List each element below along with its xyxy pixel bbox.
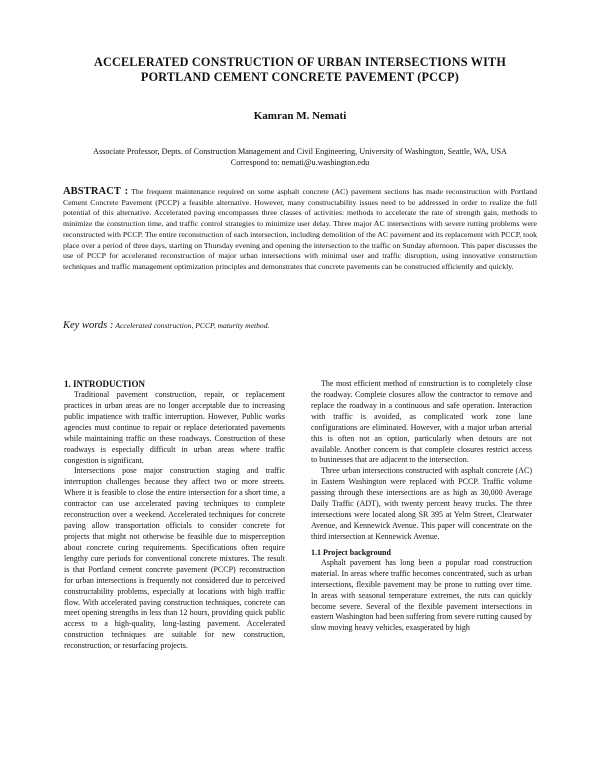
right-column (311, 379, 532, 634)
intro-paragraph-2: Intersections pose major construction staging and traffic interruption challenges because they affect two or more streets. Where it is feasible to close the entire intersection for a short time, a contractor can use accelerated paving techniques to complete reconstruction over a weekend. Accelerated techniques for concrete paving allow transportation officials to consider concrete for projects that might not otherwise be feasible due to misperception about concrete curing requirements. Specifications often require lengthy cure periods for conventional concrete mixtures. The result is that Portland cement concrete pavement (PCCP) reconstruction for urban intersections is frequently not considered due to perceived constructability problems, especially at locations with high traffic flow. With accelerated paving construction techniques, concrete can meet opening strengths in less than 12 hours, providing quick public access to a high-quality, long-lasting pavement. Accelerated construction techniques are suitable for new construction, reconstruction, or resurfacing projects. (64, 466, 285, 651)
abstract-heading: ABSTRACT : (63, 186, 129, 197)
left-column (64, 379, 285, 652)
paper-title-line-1: ACCELERATED CONSTRUCTION OF URBAN INTERSECTIONS WITH (93, 55, 507, 69)
right-paragraph-1: The most efficient method of construction is to completely close the roadway. Complete closures allow the contractor to remove and replace the roadway in a continuous and safe operation. Interaction with traffic is avoided, as complicated work zone lane configurations are eliminated. However, with a major urban arterial this is often not an option, particularly when detours are not available. Another concern is that complete closures restrict access to businesses that are adjacent to the intersection. (311, 379, 532, 465)
author-contact: Correspond to: nemati@u.washington.edu (230, 158, 370, 167)
keywords-heading: Key words : (63, 320, 114, 331)
keywords-text: Accelerated construction, PCCP, maturity method. (115, 321, 270, 330)
paper-title-line-2: PORTLAND CEMENT CONCRETE PAVEMENT (PCCP) (140, 70, 460, 84)
keywords (63, 320, 537, 331)
project-background-paragraph: Asphalt pavement has long been a popular road construction material. In areas where traffic becomes concentrated, such as urban intersections, flexible pavement may be prone to rutting over time. In areas with seasonal temperature extremes, the ruts can quickly become severe. Several of the flexible pavement intersections in eastern Washington had been suffering from severe rutting caused by slow moving heavy vehicles, exasperated by high (311, 557, 532, 633)
author-name: Kamran M. Nemati (253, 110, 347, 122)
author-affiliation: Associate Professor, Depts. of Construction Management and Civil Engineering, University of Washington, Seattle, WA, USA (93, 147, 507, 156)
intro-paragraph-1: Traditional pavement construction, repair, or replacement practices in urban areas are no longer acceptable due to increasing public impatience with traffic interruption. However, Public works agencies must continue to repair or replace deteriorated pavements while maintaining traffic on these roadways. Construction of these roadways is especially difficult in urban areas where traffic congestion is significant. (64, 390, 285, 465)
introduction-heading: 1. INTRODUCTION (64, 379, 146, 389)
project-background-heading: 1.1 Project background (311, 547, 391, 557)
abstract (63, 187, 537, 273)
right-paragraph-2: Three urban intersections constructed with asphalt concrete (AC) in Eastern Washington were replaced with PCCP. Traffic volume passing through these intersections are as high as 30,000 Average Daily Traffic (ADT), with twenty percent heavy trucks. The three intersections were located along SR 395 at Yelm Street, Clearwater Avenue, and Kennewick Avenue. This paper will concentrate on the third intersection at Kennewick Avenue. (311, 466, 532, 541)
abstract-text: The frequent maintenance required on some asphalt concrete (AC) pavement sections has made reconstruction with Portland Cement Concrete Pavement (PCCP) a feasible alternative. However, many constructability issues need to be addressed in order to realize the full potential of this alternative. Accelerated paving encompasses three classes of activities: methods to accelerate the rate of strength gain, methods to minimize the construction time, and traffic control strategies to minimize user delay. Three major AC intersections with severe rutting problems were reconstructed with PCCP. The entire reconstruction of each intersection, including demolition of the AC pavement and its replacement with PCCP, took place over a period of three days, starting on Thursday evening and opening the intersection to the traffic on Sunday afternoon. This paper discusses the use of PCCP for accelerated reconstruction of major urban intersections with minimal user and traffic disruption, using innovative construction techniques and traffic management optimization principles and demonstrates that concrete pavements can be constructed efficiently and quickly. (63, 187, 537, 271)
